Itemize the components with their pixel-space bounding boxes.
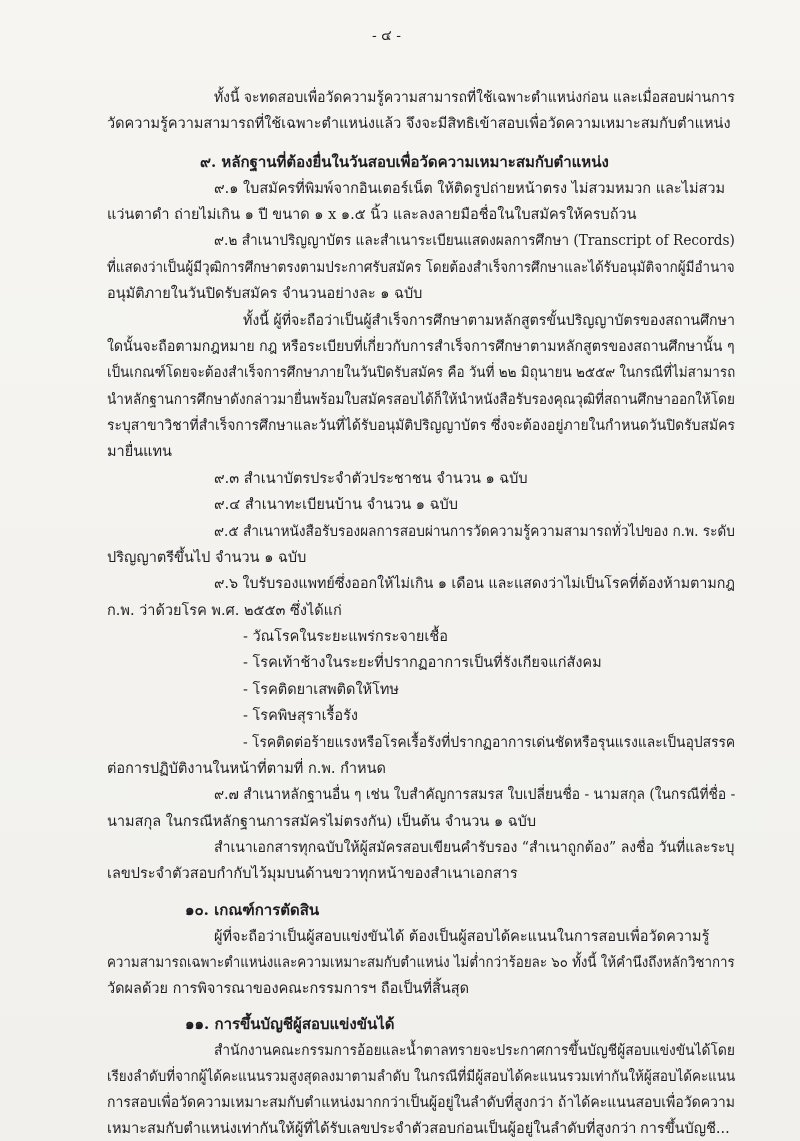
text-line: ๙.๑ ใบสมัครที่พิมพ์จากอินเตอร์เน็ต ให้ติดรูปถ่ายหน้าตรง ไม่สวมหมวก และไม่สวม [214,181,726,197]
text-line: นำหลักฐานการศึกษาดังกล่าวมายื่นพร้อมใบสมัครสอบได้ก็ให้นำหนังสือรับรองคุณวุฒิที่สถานศึกษาออกให้โดย [107,392,735,408]
text-line: ที่แสดงว่าเป็นผู้มีวุฒิการศึกษาตรงตามประกาศรับสมัคร โดยต้องสำเร็จการศึกษาและได้รับอนุมัติจากผู้มีอำนาจ [107,260,735,276]
text-line: มายื่นแทน [107,444,172,460]
text-line: วัดผลด้วย การพิจารณาของคณะกรรมการฯ ถือเป็นที่สิ้นสุด [107,981,470,997]
text-line: ทั้งนี้ ผู้ที่จะถือว่าเป็นผู้สำเร็จการศึกษาตามหลักสูตรขั้นปริญญาบัตรของสถานศึกษา [243,313,735,329]
section-heading-9: ๙. หลักฐานที่ต้องยื่นในวันสอบเพื่อวัดความเหมาะสมกับตำแหน่ง [200,153,609,171]
text-line: สำเนาเอกสารทุกฉบับให้ผู้สมัครสอบเขียนคำรับรอง “สำเนาถูกต้อง” ลงชื่อ วันที่และระบุ [214,840,735,856]
section-heading-10: ๑๐. เกณฑ์การตัดสิน [185,901,320,919]
text-line: วัดความรู้ความสามารถที่ใช้เฉพาะตำแหน่งแล้ว จึงจะมีสิทธิเข้าสอบเพื่อวัดความเหมาะสมกับตำแหน่ง [107,116,731,132]
text-line: ความสามารถเฉพาะตำแหน่งและความเหมาะสมกับตำแหน่ง ไม่ต่ำกว่าร้อยละ ๖๐ ทั้งนี้ ให้คำนึงถึงหลักวิชาการ [107,955,735,971]
text-line: แว่นตาดำ ถ่ายไม่เกิน ๑ ปี ขนาด ๑ x ๑.๕ นิ้ว และลงลายมือชื่อในใบสมัครให้ครบถ้วน [107,207,637,223]
text-line: ระบุสาขาวิชาที่สำเร็จการศึกษาและวันที่ได้รับอนุมัติปริญญาบัตร ซึ่งจะต้องอยู่ภายในกำหนดวันปิดรับสมัคร [107,418,735,434]
text-line: ๙.๕ สำเนาหนังสือรับรองผลการสอบผ่านการวัดความรู้ความสามารถทั่วไปของ ก.พ. ระดับ [214,524,735,540]
section-heading-11: ๑๑. การขึ้นบัญชีผู้สอบแข่งขันได้ [185,1015,395,1033]
text-line: ๙.๖ ใบรับรองแพทย์ซึ่งออกให้ไม่เกิน ๑ เดือน และแสดงว่าไม่เป็นโรคที่ต้องห้ามตามกฎ [214,576,735,592]
text-line: นามสกุล ในกรณีหลักฐานการสมัครไม่ตรงกัน) เป็นต้น จำนวน ๑ ฉบับ [107,814,537,830]
text-line: เป็นเกณฑ์โดยจะต้องสำเร็จการศึกษาภายในวันปิดรับสมัคร คือ วันที่ ๒๒ มิถุนายน ๒๕๕๙ ในกรณีที่ไม่สามารถ [107,365,736,381]
text-line: ๙.๒ สำเนาปริญญาบัตร และสำเนาระเบียนแสดงผลการศึกษา (Transcript of Records) [214,233,735,249]
list-item: - โรคเท้าช้างในระยะที่ปรากฏอาการเป็นที่รังเกียจแก่สังคม [243,655,602,671]
text-line: ต่อการปฏิบัติงานในหน้าที่ตามที่ ก.พ. กำหนด [107,761,386,777]
text-line: ทั้งนี้ จะทดสอบเพื่อวัดความรู้ความสามารถที่ใช้เฉพาะตำแหน่งก่อน และเมื่อสอบผ่านการ [214,90,735,106]
page-number: - ๔ - [372,28,401,44]
list-item: - โรคติดต่อร้ายแรงหรือโรคเรื้อรังที่ปรากฏอาการเด่นชัดหรือรุนแรงและเป็นอุปสรรค [243,735,736,751]
text-line: ๙.๓ สำเนาบัตรประจำตัวประชาชน จำนวน ๑ ฉบับ [214,471,528,487]
list-item: - โรคติดยาเสพติดให้โทษ [243,682,399,698]
text-line: ก.พ. ว่าด้วยโรค พ.ศ. ๒๕๕๓ ซึ่งได้แก่ [107,603,342,619]
text-line: ปริญญาตรีขึ้นไป จำนวน ๑ ฉบับ [107,550,307,566]
text-line: อนุมัติภายในวันปิดรับสมัคร จำนวนอย่างละ ๑ ฉบับ [107,286,423,302]
text-line: ๙.๔ สำเนาทะเบียนบ้าน จำนวน ๑ ฉบับ [214,497,458,513]
text-line: เหมาะสมกับตำแหน่งเท่ากันให้ผู้ที่ได้รับเลขประจำตัวสอบก่อนเป็นผู้อยู่ในลำดับที่สูงกว่า [107,1121,637,1137]
text-line: เรียงลำดับที่จากผู้ได้คะแนนรวมสูงสุดลงมาตามลำดับ ในกรณีที่มีผู้สอบได้คะแนนรวมเท่ากันให้ผู้สอบได้คะแนน [107,1069,736,1085]
text-line: ใดนั้นจะถือตามกฎหมาย กฎ หรือระเบียบที่เกี่ยวกับการสำเร็จการศึกษาตามหลักสูตรของสถานศึกษานั้น ๆ [107,339,735,355]
text-line: เลขประจำตัวสอบกำกับไว้มุมบนด้านขวาทุกหน้าของสำเนาเอกสาร [107,866,518,882]
list-item: - โรคพิษสุราเรื้อรัง [243,708,359,724]
text-line: ผู้ที่จะถือว่าเป็นผู้สอบแข่งขันได้ ต้องเป็นผู้สอบได้คะแนนในการสอบเพื่อวัดความรู้ [214,929,710,945]
text-line: สำนักงานคณะกรรมการอ้อยและน้ำตาลทรายจะประกาศการขึ้นบัญชีผู้สอบแข่งขันได้โดย [214,1043,735,1059]
text-line: การสอบเพื่อวัดความเหมาะสมกับตำแหน่งมากกว่าเป็นผู้อยู่ในลำดับที่สูงกว่า ถ้าได้คะแนนสอบเพื่อวัดความ [107,1095,736,1111]
text-line: ๙.๗ สำเนาหลักฐานอื่น ๆ เช่น ใบสำคัญการสมรส ใบเปลี่ยนชื่อ - นามสกุล (ในกรณีที่ชื่อ - [214,787,736,803]
list-item: - วัณโรคในระยะแพร่กระจายเชื้อ [243,629,448,645]
continuation-note: การขึ้นบัญชี... [640,1121,730,1137]
